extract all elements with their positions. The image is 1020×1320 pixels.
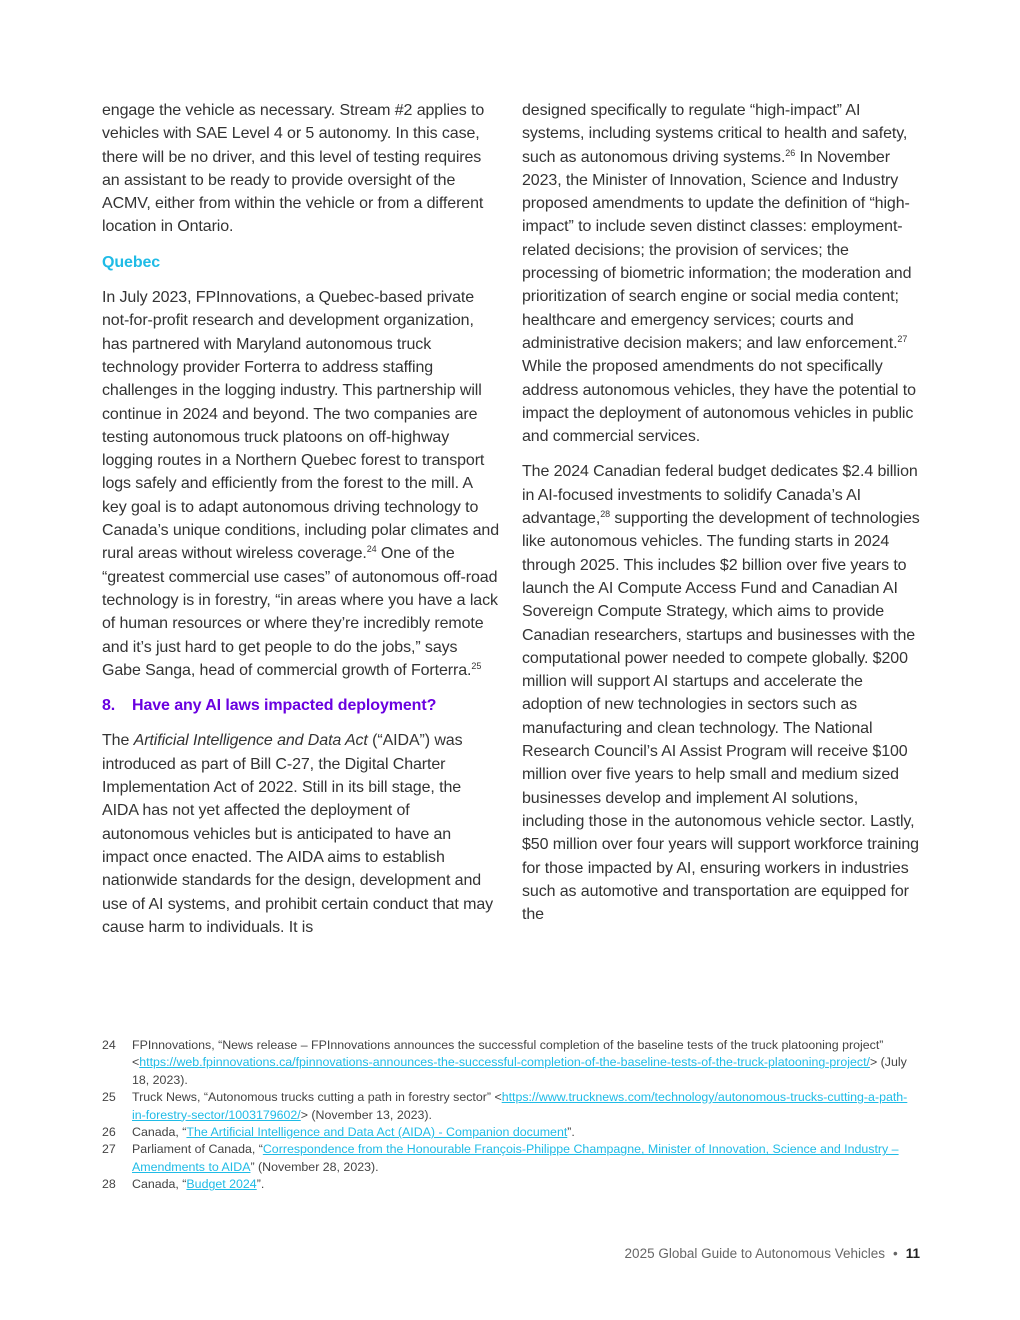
footnote-number: 28 xyxy=(102,1177,116,1192)
footer-separator: • xyxy=(892,1246,898,1261)
footnote-text: > (November 13, 2023). xyxy=(300,1107,432,1122)
left-column xyxy=(102,99,500,951)
paragraph-text: The 2024 Canadian federal budget dedicates $2.4 billion in AI-focused investments to solidify Canada’s AI advantage, xyxy=(522,463,918,528)
paragraph-text: One of the “greatest commercial use cases” of autonomous off-road technology is in forestry, “in areas where you have a lack of human resources or where they’re incredibly remote and it’s just hard to get people to do the jobs,” says Gabe Sanga, head of commercial growth of Forterra. xyxy=(102,545,498,679)
footnote-ref-24[interactable]: 24 xyxy=(366,544,377,555)
paragraph-text: While the proposed amendments do not specifically address autonomous vehicles, they have the potential to impact the deployment of autonomous vehicles in public and commercial services. xyxy=(522,358,916,446)
paragraph-aida xyxy=(102,729,500,939)
footnote-text: FPInnovations, “News release – FPInnovations announces the successful completion of the baseline tests of the truck platooning project” < xyxy=(132,1038,884,1070)
footnote-26 xyxy=(102,1124,920,1141)
footnotes xyxy=(102,1037,920,1194)
footnote-ref-26[interactable]: 26 xyxy=(785,147,796,158)
page-footer xyxy=(625,1246,920,1261)
footnote-27 xyxy=(102,1141,920,1176)
footnote-number: 27 xyxy=(102,1142,116,1157)
paragraph-text: The xyxy=(102,732,134,750)
page-number: 11 xyxy=(905,1246,920,1261)
paragraph-ontario-stream: engage the vehicle as necessary. Stream #2 applies to vehicles with SAE Level 4 or 5 autonomy. In this case, there will be no driver, and this level of testing requires an assistant to be ready to provide oversight of the ACMV, either from within the vehicle or from a different location in Ontario. xyxy=(102,102,485,236)
section-heading-quebec: Quebec xyxy=(102,253,161,271)
footnote-ref-28[interactable]: 28 xyxy=(600,509,610,520)
footnote-ref-27[interactable]: 27 xyxy=(897,333,908,344)
question-heading-8 xyxy=(102,694,500,717)
footnote-link[interactable]: https://www.trucknews.com/technology/autonomous-trucks-cutting-a-path-in-forestry-sector/1003179602/ xyxy=(132,1090,908,1122)
footnote-text: Canada, “ xyxy=(132,1177,187,1192)
footnote-24 xyxy=(102,1037,920,1089)
footnote-text: ”. xyxy=(567,1125,575,1140)
paragraph-budget xyxy=(522,460,920,926)
paragraph-text: designed specifically to regulate “high-impact” AI systems, including systems critical to health and safety, such as autonomous driving systems. xyxy=(522,102,908,166)
footer-title: 2025 Global Guide to Autonomous Vehicles xyxy=(624,1246,885,1261)
paragraph-high-impact xyxy=(522,99,920,448)
footnote-28 xyxy=(102,1176,920,1193)
paragraph-text: In November 2023, the Minister of Innovation, Science and Industry proposed amendments to update the definition of “high-impact” to include seven distinct classes: employment-related decisions; the provision of services; the processing of biometric information; the moderation and prioritization of search engine or social media content; healthcare and emergency services; courts and administrative decision makers; and law enforcement. xyxy=(522,148,912,352)
footnote-number: 24 xyxy=(102,1038,116,1052)
right-column xyxy=(522,99,920,938)
footnote-text: Parliament of Canada, “ xyxy=(132,1142,263,1157)
paragraph-quebec xyxy=(102,286,500,682)
footnote-text: Truck News, “Autonomous trucks cutting a path in forestry sector” < xyxy=(132,1090,502,1105)
footnote-number: 26 xyxy=(102,1125,116,1140)
question-number: 8. xyxy=(102,697,116,715)
footnote-text: ”. xyxy=(256,1177,265,1192)
footnote-text: ” (November 28, 2023). xyxy=(250,1159,379,1174)
footnote-link[interactable]: Correspondence from the Honourable François-Philippe Champagne, Minister of Innovation, Science and Industry – Amendments to AIDA xyxy=(132,1142,899,1174)
footnote-link[interactable]: Budget 2024 xyxy=(186,1177,257,1192)
paragraph-text: supporting the development of technologies like autonomous vehicles. The funding starts in 2024 through 2025. This includes $2 billion over five years to launch the AI Compute Access Fund and Canadian AI Sovereign Compute Strategy, which aims to provide Canadian researchers, startups and businesses with the computational power needed to compete globally. $200 million will support AI startups and accelerate the adoption of new technologies in sectors such as manufacturing and clean technology. The National Research Council’s AI Assist Program will receive $100 million over five years to help small and medium sized businesses develop and implement AI solutions, including those in the autonomous vehicle sector. Lastly, $50 million over four years will support workforce training for those impacted by AI, ensuring workers in industries such as automotive and transportation are equipped for the xyxy=(522,510,920,924)
question-title: Have any AI laws impacted deployment? xyxy=(132,697,437,715)
paragraph-text: In July 2023, FPInnovations, a Quebec-based private not-for-profit research and development organization, has partnered with Maryland autonomous truck technology provider Forterra to address staffing challenges in the logging industry. This partnership will continue in 2024 and beyond. The two companies are testing autonomous truck platoons on off-highway logging routes in a Northern Quebec forest to transport logs safely and efficiently from the forest to the mill. A key goal is to adapt autonomous driving technology to Canada’s unique conditions, including polar climates and rural areas without wireless coverage. xyxy=(102,289,500,563)
footnote-ref-25[interactable]: 25 xyxy=(471,660,482,671)
paragraph-text: (“AIDA”) was introduced as part of Bill C-27, the Digital Charter Implementation Act of 2022. Still in its bill stage, the AIDA has not yet affected the deployment of autonomous vehicles but is anticipated to have an impact once enacted. The AIDA aims to establish nationwide standards for the design, development and use of AI systems, and prohibit certain conduct that may cause harm to individuals. It is xyxy=(102,732,494,936)
footnote-text: Canada, “ xyxy=(132,1125,187,1140)
footnote-link[interactable]: The Artificial Intelligence and Data Act (AIDA) - Companion document xyxy=(186,1125,568,1140)
footnote-link[interactable]: https://web.fpinnovations.ca/fpinnovations-announces-the-successful-completion-of-the-baseline-tests-of-the-truck-platooning-project/ xyxy=(139,1055,870,1070)
footnote-text: > (July 18, 2023). xyxy=(132,1055,907,1087)
act-title: Artificial Intelligence and Data Act xyxy=(133,732,368,750)
footnote-number: 25 xyxy=(102,1090,116,1105)
footnote-25 xyxy=(102,1089,920,1124)
